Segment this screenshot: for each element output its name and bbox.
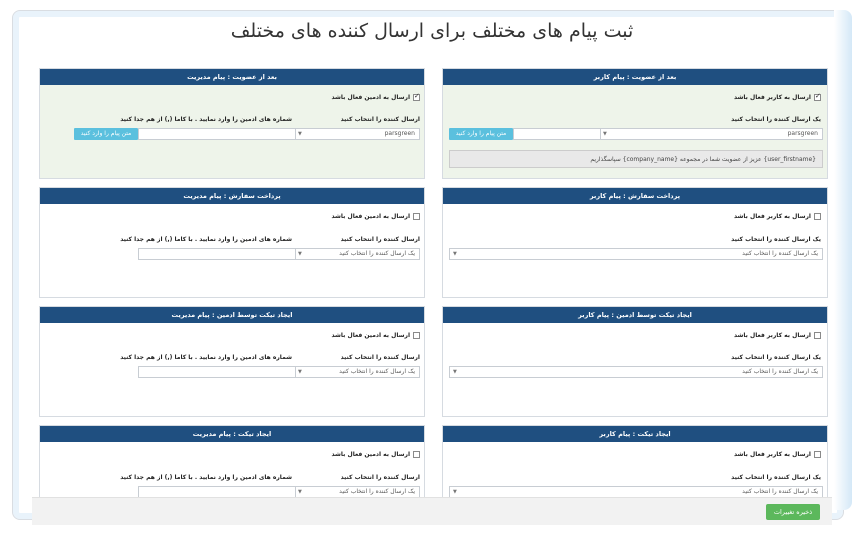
sender-select[interactable] <box>294 128 420 140</box>
card-header: ایجاد تیکت : پیام کاربر <box>443 426 827 442</box>
admin-phones-input[interactable] <box>138 128 296 140</box>
sender-label: یک ارسال کننده را انتخاب کنید <box>731 116 821 123</box>
enable-row <box>332 451 420 458</box>
checkbox-label: ارسال به کاربر فعال باشد <box>734 332 811 339</box>
sender-select-placeholder: یک ارسال کننده را انتخاب کنید <box>742 250 818 257</box>
chevron-down-icon: ▼ <box>298 251 302 257</box>
card-header: پرداخت سفارش : پیام کاربر <box>443 188 827 204</box>
enable-checkbox[interactable] <box>814 332 821 339</box>
sender-select-placeholder: یک ارسال کننده را انتخاب کنید <box>339 368 415 375</box>
enable-checkbox[interactable] <box>814 94 821 101</box>
chevron-down-icon: ▼ <box>453 251 457 257</box>
card-join-user <box>442 68 828 179</box>
checkbox-label: ارسال به ادمین فعال باشد <box>331 332 410 339</box>
enable-checkbox[interactable] <box>413 332 420 339</box>
enable-checkbox[interactable] <box>814 213 821 220</box>
card-header: ایجاد تیکت توسط ادمین : پیام مدیریت <box>40 307 424 323</box>
enable-checkbox[interactable] <box>814 451 821 458</box>
message-preview[interactable]: {user_firstname} عزیز از عضویت شما در مجموعه {company_name} سپاسگذاریم <box>449 150 823 168</box>
card-pay-user <box>442 187 828 298</box>
phones-label: شماره های ادمین را وارد نمایید . با کاما (,) از هم جدا کنید <box>120 116 292 123</box>
sender-select-placeholder: یک ارسال کننده را انتخاب کنید <box>339 250 415 257</box>
card-ticket-by-admin-user <box>442 306 828 417</box>
enable-row <box>332 94 420 101</box>
card-ticket-by-admin-admin <box>39 306 425 417</box>
sender-select[interactable] <box>294 366 420 378</box>
enable-row <box>734 451 821 458</box>
enable-row <box>734 94 821 101</box>
sender-select-value: parsgreen <box>787 130 818 137</box>
sender-label: یک ارسال کننده را انتخاب کنید <box>731 236 821 243</box>
sender-label: ارسال کننده را انتخاب کنید <box>340 354 420 361</box>
sender-select-placeholder: یک ارسال کننده را انتخاب کنید <box>742 368 818 375</box>
checkbox-label: ارسال به کاربر فعال باشد <box>734 213 811 220</box>
page-title: ثبت پیام های مختلف برای ارسال کننده های مختلف <box>230 20 634 42</box>
card-header: بعد از عضویت : پیام مدیریت <box>40 69 424 85</box>
chevron-down-icon: ▼ <box>603 131 607 137</box>
sender-label: ارسال کننده را انتخاب کنید <box>340 116 420 123</box>
card-pay-admin <box>39 187 425 298</box>
phones-label: شماره های ادمین را وارد نمایید . با کاما (,) از هم جدا کنید <box>120 354 292 361</box>
chevron-down-icon: ▼ <box>453 489 457 495</box>
card-header: پرداخت سفارش : پیام مدیریت <box>40 188 424 204</box>
card-header: بعد از عضویت : پیام کاربر <box>443 69 827 85</box>
sender-label: یک ارسال کننده را انتخاب کنید <box>731 474 821 481</box>
footer-bar <box>32 497 832 525</box>
enable-row <box>332 213 420 220</box>
phones-label: شماره های ادمین را وارد نمایید . با کاما (,) از هم جدا کنید <box>120 474 292 481</box>
checkbox-label: ارسال به کاربر فعال باشد <box>734 94 811 101</box>
chevron-down-icon: ▼ <box>453 369 457 375</box>
sender-select[interactable] <box>599 128 823 140</box>
message-input[interactable] <box>513 128 601 140</box>
sheet-accent <box>834 10 852 510</box>
checkbox-label: ارسال به ادمین فعال باشد <box>331 451 410 458</box>
enable-row <box>734 332 821 339</box>
insert-message-button[interactable]: متن پیام را وارد کنید <box>449 128 513 140</box>
sender-select[interactable] <box>449 366 823 378</box>
sender-select-value: parsgreen <box>384 130 415 137</box>
sender-select[interactable] <box>294 248 420 260</box>
enable-row <box>332 332 420 339</box>
checkbox-label: ارسال به ادمین فعال باشد <box>331 213 410 220</box>
sender-select[interactable] <box>449 248 823 260</box>
admin-phones-input[interactable] <box>138 248 296 260</box>
card-ticket-admin <box>39 425 425 505</box>
card-header: ایجاد تیکت : پیام مدیریت <box>40 426 424 442</box>
enable-checkbox[interactable] <box>413 213 420 220</box>
sender-label: ارسال کننده را انتخاب کنید <box>340 236 420 243</box>
card-ticket-user <box>442 425 828 505</box>
card-header: ایجاد تیکت توسط ادمین : پیام کاربر <box>443 307 827 323</box>
phones-label: شماره های ادمین را وارد نمایید . با کاما (,) از هم جدا کنید <box>120 236 292 243</box>
card-join-admin <box>39 68 425 179</box>
enable-row <box>734 213 821 220</box>
checkbox-label: ارسال به کاربر فعال باشد <box>734 451 811 458</box>
sender-label: ارسال کننده را انتخاب کنید <box>340 474 420 481</box>
chevron-down-icon: ▼ <box>298 131 302 137</box>
chevron-down-icon: ▼ <box>298 369 302 375</box>
enable-checkbox[interactable] <box>413 451 420 458</box>
insert-message-button[interactable]: متن پیام را وارد کنید <box>74 128 138 140</box>
sender-select-placeholder: یک ارسال کننده را انتخاب کنید <box>339 488 415 495</box>
checkbox-label: ارسال به ادمین فعال باشد <box>331 94 410 101</box>
sender-label: یک ارسال کننده را انتخاب کنید <box>731 354 821 361</box>
admin-phones-input[interactable] <box>138 366 296 378</box>
save-changes-button[interactable]: ذخیره تغییرات <box>766 504 820 520</box>
enable-checkbox[interactable] <box>413 94 420 101</box>
chevron-down-icon: ▼ <box>298 489 302 495</box>
sender-select-placeholder: یک ارسال کننده را انتخاب کنید <box>742 488 818 495</box>
